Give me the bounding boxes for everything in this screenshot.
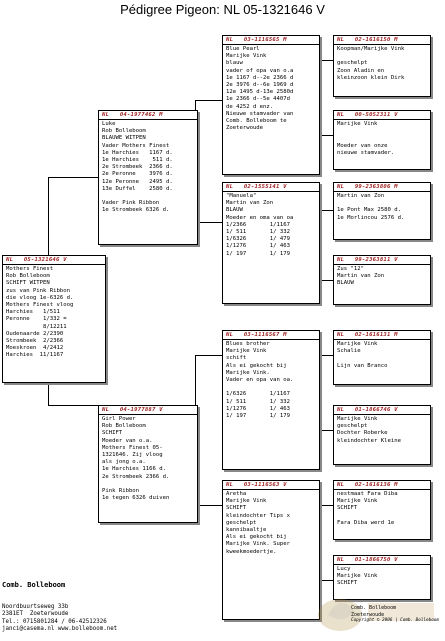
card-line: 1321646. Zij vloog [102,452,163,459]
card-line: Rob Bolleboom [6,273,50,280]
card-line: Zoeterwoude [351,611,385,618]
card-line: kleindochter Kleine [337,437,401,444]
card-line: Harchies 11/1167 [6,352,64,359]
card-line: Als ei gekocht bij [226,534,287,541]
pedigree-card-sdd[interactable] [333,255,431,305]
card-line: 1/1276 1/ 463 [226,405,290,412]
card-line: 1e 2366 d--5e 4407d [226,96,290,103]
ring-number: NL 02-1616131 M [334,331,430,340]
footer-signature [351,605,396,618]
card-line: Mothers Finest vloog [6,302,74,309]
card-text [99,415,197,503]
ring-number: NL 05-1321646 V [3,256,105,265]
card-line [337,135,427,142]
card-line: 12e 1495 d-13e 2580d [226,89,294,96]
card-line: zus van Pink Ribbon [6,287,70,294]
card-line: SCHIFT WITPEN [6,280,50,287]
card-line: Strombeek 2/2366 [6,338,64,345]
card-line: Mothers Finest [6,266,54,272]
connector-sire-sd [195,222,222,223]
card-line: Martin van Zon [337,273,385,280]
pedigree-card-dss[interactable] [333,330,431,385]
card-line: Dochter Roberke [337,430,388,437]
card-line: Als ei gekocht bij [226,362,287,369]
ring-number: NL 03-1116563 V [223,481,319,490]
card-line: SCHIFT [337,505,358,512]
card-line: Blue Pearl [226,46,260,52]
pedigree-card-ds[interactable] [222,330,320,470]
card-line: Luke [102,121,116,127]
card-line: Fara Diba werd 1e [337,519,395,526]
pedigree-card-dam[interactable] [98,405,198,523]
pedigree-card-sss[interactable] [333,35,431,97]
card-line: 1e tegen 6326 duiven [102,495,170,502]
card-line: geschelpt [337,60,368,67]
card-line: Marijke Vink [226,348,267,355]
card-text [334,340,430,371]
pedigree-card-sds[interactable] [333,182,431,240]
pedigree-card-ss[interactable] [222,35,320,175]
breeder-name: Comb. Bolleboom [2,580,66,589]
pedigree-card-subject[interactable] [2,255,106,383]
card-line: blauw [226,60,243,67]
card-line [337,355,427,362]
card-line: Tel.: 0715801284 / 06-42512326 [2,618,107,625]
ring-number: NL 99-2363806 M [334,183,430,192]
card-text [334,192,430,223]
ring-number: NL 99-2363811 V [334,256,430,265]
connector-sire-ss [195,100,222,101]
card-line: 12e Peronne 2495 d. [102,178,173,185]
card-line: Zus "12" [337,266,364,272]
card-line: Marijke Vink [337,121,378,127]
card-line: 2e 3976 d--6e 1969 d [226,82,294,89]
card-line: Girl Power [102,416,136,422]
card-line: BLAUW [337,280,354,287]
card-line: kannibaaltje [226,527,267,534]
card-text [334,265,430,289]
card-line: Comb. Bolleboom [351,605,397,611]
card-text [223,490,319,557]
card-line: Noordbuurtseweg 33b [2,604,69,611]
card-line: de 4252 d enz. [226,103,274,110]
card-text [334,45,430,83]
connector-dd-b [320,580,333,581]
connector-ds-a [320,355,333,356]
footer-copyright: Copyright © 2006 | Comb. Bolleboom [351,618,439,623]
card-line: 1/ 197 1/ 179 [226,413,290,420]
connector-dam-dd [195,505,222,506]
card-line: Harchies 1/511 [6,309,60,316]
card-line: Moeder van o.a. [102,437,153,444]
card-line: Marijke Vink [337,573,378,580]
card-line: Martin van Zon [337,193,385,199]
card-line: Schalie [337,348,361,355]
card-text [334,415,430,446]
card-line: Martin van Zon [226,200,274,207]
pedigree-card-sire[interactable] [98,110,198,245]
connector-subject-sire [48,177,98,178]
card-line: 2e Strombeek 2366 d. [102,473,170,480]
card-line: Rob Bolleboom [102,128,146,135]
connector-ss-a [320,60,333,61]
card-line: Marijke Vink. Super [226,541,290,548]
card-line: kleinzoon klein Dirk [337,74,405,81]
pedigree-card-dsd[interactable] [333,405,431,465]
ring-number: NL 00-5052311 V [334,111,430,120]
ring-number: NL 03-1116565 M [223,36,319,45]
card-line: Marijke Vink [337,498,378,505]
card-line: Lucy [337,566,351,572]
card-line: BLAUWE WITPEN [102,135,146,142]
card-line: kleindochter Tips x [226,512,290,519]
card-text [223,45,319,133]
card-line: schift [226,355,247,362]
card-line: Moeder van onze [337,142,388,149]
connector-ds [320,355,321,430]
pedigree-card-sd[interactable] [222,182,320,304]
connector-ds-b [320,430,333,431]
card-line: Rob Bolleboom [102,423,146,430]
card-line: 2e Peronne 3976 d. [102,171,173,178]
connector-dam-ds [195,355,222,356]
card-line: Peronne 1/332 = [6,316,67,323]
card-line: 2381ET Zoeterwoude [2,611,69,618]
connector-ss [320,60,321,135]
card-text [99,120,197,216]
card-line: Comb. Bolleboom te [226,118,287,125]
card-line: "Manuela" [226,193,257,199]
breeder-address [2,604,117,634]
card-line: Mothers Finest 05- [102,444,163,451]
ring-number: NL 02-1616150 M [334,36,430,45]
card-line: kweekmoedertje. [226,548,277,555]
card-line: BLAUW [226,207,243,214]
card-text [223,192,319,259]
card-line: geschelpt [337,423,368,430]
card-line: 1/1276 1/ 463 [226,243,290,250]
ring-number: NL 02-1616136 M [334,481,430,490]
connector-dd [320,505,321,580]
ring-number: NL 03-1116567 M [223,331,319,340]
card-line: geschelpt [226,519,257,526]
card-line: Vader Mothers Finest [102,142,170,149]
ring-number: NL 04-1977462 M [99,111,197,120]
connector-subject-dam [48,405,98,406]
card-line: SCHIFT [226,505,247,512]
card-line: Marijke Vink. [226,369,270,376]
card-line: die vloog 1e-6326 d. [6,294,74,301]
card-line [337,53,427,60]
card-line: 1/ 197 1/ 179 [226,250,290,257]
card-line: Marijke Vink [226,498,267,505]
card-line: SCHIFT [337,580,358,587]
card-line: nestmaat Fara Diba [337,491,398,497]
ring-number: NL 02-1555141 V [223,183,319,192]
connector-sd [320,210,321,280]
card-line: SCHIFT [102,430,123,437]
card-line: Marijke Vink [226,53,267,60]
card-line: als jong o.a. [102,459,146,466]
card-line: vader of opa van o.a [226,67,294,74]
card-line: 1e Pont Max 2580 d. [337,207,401,214]
card-line: 1/ 511 1/ 332 [226,398,290,405]
connector-ss-b [320,135,333,136]
card-line: Blues brother [226,341,270,347]
card-line: Pink Ribbon [102,488,140,495]
card-line: 2e Strombeek 2366 d. [102,164,173,171]
card-line: Moeder en oma van oa [226,214,294,221]
card-line: 1e Morlincou 2576 d. [337,214,405,221]
card-line: 1/2366 1/1167 [226,221,290,228]
card-text [3,265,105,361]
card-text [334,120,430,158]
card-line: Moeskroen 4/2412 [6,345,64,352]
card-text [334,490,430,528]
card-line [102,481,194,488]
card-line [102,193,194,200]
card-line: Lijn van Branco [337,362,388,369]
ring-number: NL 01-1866750 V [334,556,430,565]
pedigree-card-dds[interactable] [333,480,431,540]
card-line: 1e Harchies 1167 d. [102,149,173,156]
card-line [226,384,316,391]
card-line: 1e Strombeek 6326 d. [102,207,170,214]
card-line: 1e Harchies 1166 d. [102,466,166,473]
card-line [337,200,427,207]
card-text [223,340,319,421]
card-line: Koopman/Marijke Vink [337,46,405,52]
card-line: janci@casema.nl www.bolleboom.net [2,626,118,633]
card-line: 8/12211 [6,323,67,330]
card-line: 1/ 511 1/ 332 [226,229,290,236]
card-line [337,128,427,135]
connector-dd-a [320,505,333,506]
ring-number: NL 01-1866746 V [334,406,430,415]
card-line: 1e Harchies 511 d. [102,157,173,164]
ring-number: NL 04-1977887 V [99,406,197,415]
card-line: 1/6326 1/1167 [226,391,290,398]
card-line: 1e 1167 d--2e 2366 d [226,74,294,81]
card-line: Vader Pink Ribbon [102,200,160,207]
page-title: Pédigree Pigeon: NL 05-1321646 V [120,2,325,17]
card-line [337,513,427,520]
card-line: Marijke Vink [337,416,378,422]
card-line: 13e Duffel 2580 d. [102,185,173,192]
breeder-info [2,567,117,641]
pedigree-card-dd[interactable] [222,480,320,620]
card-line: Marijke Vink [337,341,378,347]
card-line: Vader en opa van oa. [226,377,294,384]
connector-sd-a [320,210,333,211]
card-line: Oudenaarde 2/2390 [6,330,64,337]
card-line: Nieuwe stamvader van [226,110,294,117]
card-line: 1/6326 1/ 479 [226,236,290,243]
pedigree-card-ssd[interactable] [333,110,431,170]
card-line: Aretha [226,491,247,497]
card-line: Zoeterwoude [226,125,264,132]
card-line: nieuwe stamvader. [337,149,395,156]
connector-sd-b [320,280,333,281]
card-line: Zoon Aladin en [337,67,385,74]
